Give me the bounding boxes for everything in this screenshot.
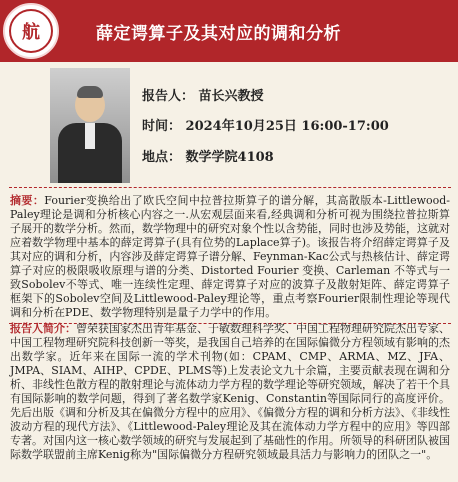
time-line xyxy=(142,115,389,134)
university-logo-icon xyxy=(3,3,59,59)
speaker-name: 苗长兴教授 xyxy=(198,89,264,104)
bio-label: 报告人简介： xyxy=(10,322,76,335)
place-label: 地点： xyxy=(142,150,182,165)
abstract-label: 摘要： xyxy=(10,194,45,207)
logo-char: 航 xyxy=(22,22,40,43)
speaker-photo xyxy=(50,68,130,183)
place-line xyxy=(142,146,274,165)
page-title: 薛定谔算子及其对应的调和分析 xyxy=(96,24,341,44)
header-banner xyxy=(0,0,458,62)
abstract-text: Fourier变换给出了欧氏空间中拉普拉斯算子的谱分解，其高散版本-Littlewood-Paley理论是调和分析核心内容之一.从宏观层面来看,经典调和分析可视为围绕拉普拉斯算子展开的数学分析。然而，数学物理中的研究对象个性以含势能，同时也涉及势能，这就对应着数学物理中基本的薛定谔算子(具有位势的Laplace算子)。该报告将介绍薛定谔算子及其对应的调和分析，内容涉及薛定谔算子谱分解、Feynman-Kac公式与热核估计、薛定谔算子对应的极限吸收原理与谱的分类、Distorted Fourier 变换、Carleman 不等式与一致Sobolev不等式、唯一连续性定理、薛定谔算子对应的波算子及散射矩阵、薛定谔算子框架下的Sobolev空间及Littlewood-Paley理论等，重点考察Fourier限制性理论等现代调和分析在PDE、数学物理特别是量子力学中的作用。 xyxy=(10,194,451,319)
bio-text: 曾荣获国家杰出青年基金、于敏数理科学奖、中国工程物理研究院杰出专家、中国工程物理研究院科技创新一等奖，是我国自己培养的在国际偏微分方程领域有影响的杰出数学家。近年来在国际一流的学术刊物(如：CPAM、CMP、ARMA、MZ、JFA、JMPA、SIAM、AIHP、CPDE、PLMS等)上发表论文九十余篇，主要贡献表现在调和分析、非线性色散方程的散射理论与流体动力学方程的数学理论等研究领域，解决了若干个具有国际影响的数学问题，得到了著名数学家Kenig、Constantin等国际同行的高度评价。先后出版《调和分析及其在偏微分方程中的应用》、《偏微分方程的调和分析方法》、《非线性波动方程的现代方法》、《Littlewood-Paley理论及其在流体动力学方程中的应用》等四部专著。对国内这一核心数学领域的研究与发展起到了基础性的作用。所领导的科研团队被国际数学联盟前主席Kenig称为"国际偏微分方程研究领域最具活力与影响力的团队之一"。 xyxy=(10,322,450,461)
time-value: 2024年10月25日 16:00-17:00 xyxy=(185,119,389,134)
speaker-label: 报告人： xyxy=(142,89,195,104)
bio-section xyxy=(9,322,451,462)
place-value: 数学学院4108 xyxy=(185,150,274,165)
speaker-line xyxy=(142,85,264,104)
time-label: 时间： xyxy=(142,119,182,134)
abstract-section xyxy=(9,187,451,324)
